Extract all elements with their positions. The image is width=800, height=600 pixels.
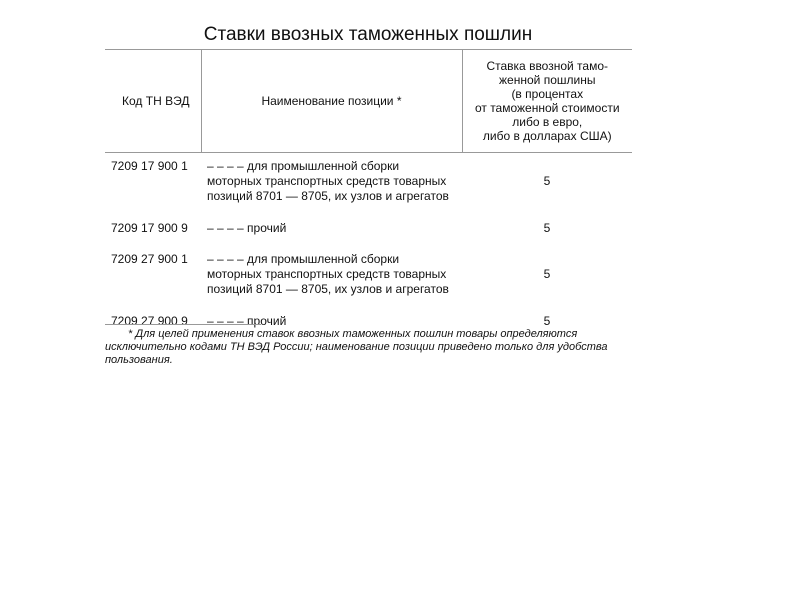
row-name-line: позиций 8701 — 8705, их узлов и агрегатов (207, 282, 449, 296)
page-title: Ставки ввозных таможенных пошлин (203, 24, 533, 45)
header-rate-line: от таможенной стоимости (474, 101, 620, 115)
header-rate-line: Ставка ввозной тамо- (486, 59, 609, 73)
header-rate-line: либо в долларах США) (482, 129, 612, 143)
header-code: Код ТН ВЭД (105, 50, 201, 153)
header-name: Наименование позиции * (201, 50, 462, 153)
row-name-line: – – – – для промышленной сборки (207, 252, 400, 266)
table-row (105, 246, 632, 308)
row-name-line: – – – – прочий (207, 221, 287, 235)
table-header-row (105, 50, 632, 153)
row-rate: 5 (543, 174, 551, 188)
header-rate-line: (в процентах (511, 87, 584, 101)
row-name-line: – – – – прочий (207, 314, 287, 328)
row-code: 7209 17 900 9 (111, 221, 188, 235)
row-name-line: – – – – для промышленной сборки (207, 159, 400, 173)
header-rate-line: либо в евро, (512, 115, 583, 129)
table-row (105, 215, 632, 246)
row-name-line: моторных транспортных средств товарных (207, 267, 447, 281)
row-rate: 5 (543, 267, 551, 281)
footnote-divider (105, 324, 261, 325)
row-code: 7209 27 900 1 (111, 252, 188, 266)
row-name-line: моторных транспортных средств товарных (207, 174, 447, 188)
row-name-line: позиций 8701 — 8705, их узлов и агрегатов (207, 189, 449, 203)
header-rate-line: женной пошлины (499, 73, 596, 87)
tariff-table (105, 49, 632, 339)
row-name (201, 246, 462, 308)
table-row (105, 153, 632, 216)
row-rate: 5 (543, 314, 551, 328)
row-name (201, 215, 462, 246)
row-code: 7209 17 900 1 (111, 159, 188, 173)
row-code: 7209 27 900 9 (111, 314, 188, 328)
row-rate: 5 (543, 221, 551, 235)
footnote: * Для целей применения ставок ввозных таможенных пошлин товары определяются исключительно кодами ТН ВЭД России; наименование позиции приведено только для удобства пользования. (105, 328, 608, 366)
row-name (201, 153, 462, 216)
header-rate (462, 50, 632, 153)
